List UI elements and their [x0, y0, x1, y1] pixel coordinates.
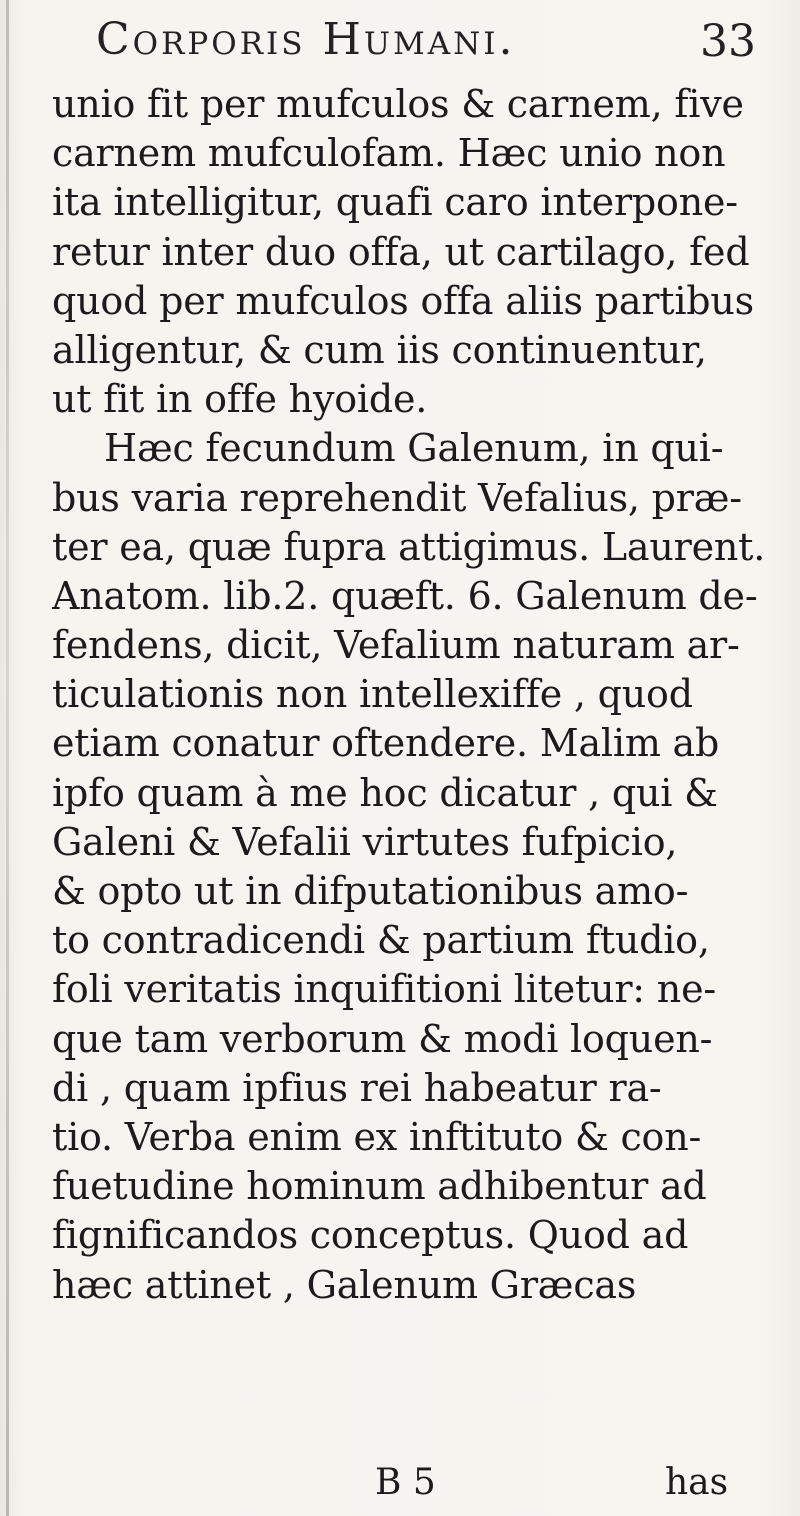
running-title: Corporis Humani. [96, 14, 516, 65]
text-line: & opto ut in difputationibus amo- [52, 869, 689, 913]
text-line: to contradicendi & partium ftudio, [52, 918, 710, 963]
text-line: di , quam ipfius rei habeatur ra- [52, 1065, 662, 1110]
text-line: ipfo quam à me hoc dicatur , qui & [52, 770, 718, 815]
page-number: 33 [700, 16, 756, 67]
text-line: carnem mufculofam. Hæc unio non [52, 131, 726, 176]
text-line: quod per mufculos offa aliis partibus [52, 278, 754, 323]
text-line: Galeni & Vefalii virtutes fufpicio, [52, 819, 678, 864]
text-line: retur inter duo offa, ut cartilago, fed [52, 229, 750, 274]
text-line: ter ea, quæ fupra attigimus. Laurent. [52, 524, 766, 569]
text-line: hæc attinet , Galenum Græcas [52, 1262, 637, 1307]
body-text [52, 80, 788, 1310]
running-head [96, 14, 756, 74]
text-line: unio fit per mufculos & carnem, five [52, 82, 744, 126]
text-line: tio. Verba enim ex inftituto & con- [52, 1114, 702, 1159]
text-line: alligentur, & cum iis continuentur, [52, 327, 707, 372]
text-line: etiam conatur oftendere. Malim ab [52, 721, 720, 766]
text-line: fendens, dicit, Vefalium naturam ar- [52, 623, 740, 668]
text-line: Anatom. lib.2. quæft. 6. Galenum de- [52, 573, 758, 618]
text-line: ita intelligitur, quafi caro interpone- [52, 180, 738, 225]
catchword: has [665, 1462, 729, 1503]
text-line: ut fit in offe hyoide. [52, 377, 428, 422]
page-footer [0, 1462, 800, 1512]
text-line: Hæc fecundum Galenum, in qui- [104, 426, 724, 471]
text-line: fuetudine hominum adhibentur ad [52, 1164, 707, 1209]
signature-mark: B 5 [375, 1462, 436, 1503]
text-line: que tam verborum & modi loquen- [52, 1016, 713, 1061]
text-line: foli veritatis inquifitioni litetur: ne- [52, 967, 716, 1012]
text-line: fignificandos conceptus. Quod ad [52, 1213, 689, 1258]
text-line: ticulationis non intellexiffe , quod [52, 672, 693, 717]
binding-gutter [6, 0, 9, 1516]
text-line: bus varia reprehendit Vefalius, præ- [52, 475, 742, 520]
